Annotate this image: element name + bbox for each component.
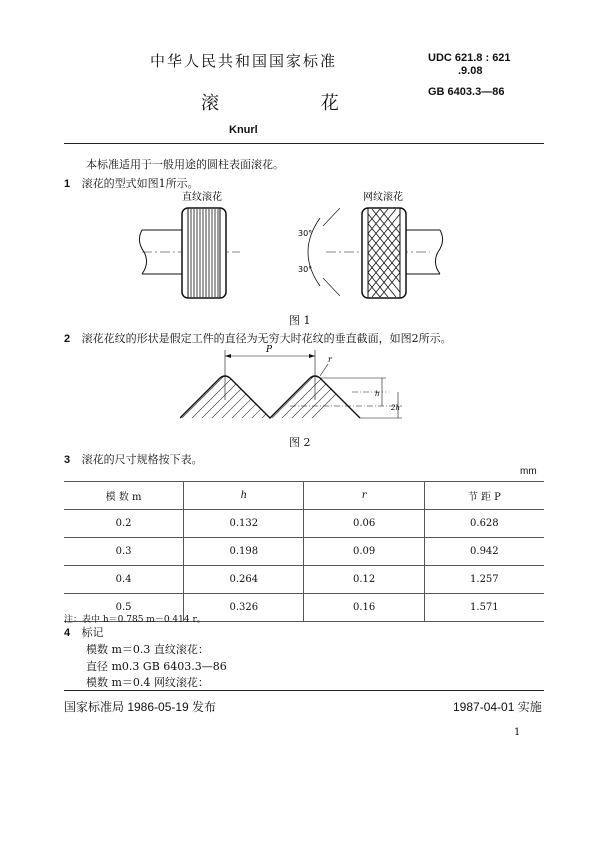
cell-pitch: 0.942 [424,538,544,566]
h-label: h [375,390,380,398]
label-straight-knurl: 直纹滚花 [182,192,222,203]
standard-org-title: 中华人民共和国国家标准 [150,52,338,70]
cell-h: 0.264 [184,566,304,594]
section-1-text: 滚花的型式如图1所示。 [81,177,199,190]
gb-code: GB 6403.3—86 [428,86,505,98]
figure-1-drawing [130,188,470,310]
footer-divider [64,690,544,691]
section-3-text: 滚花的尺寸规格按下表。 [81,453,203,466]
section-2-text: 滚花花纹的形状是假定工件的直径为无穷大时花纹的垂直截面，如图2所示。 [81,332,452,345]
cell-r: 0.09 [304,538,424,566]
pitch-label: P [266,345,273,355]
marking-example-1: 模数 m＝0.3 直纹滚花： [86,643,209,656]
marking-example-3: 模数 m＝0.4 网纹滚花： [86,676,209,689]
cell-pitch: 1.571 [424,594,544,622]
section-1-number: 1 [64,178,71,190]
cell-module: 0.3 [64,538,184,566]
section-4-number: 4 [64,627,71,639]
udc-line-2: .9.08 [458,65,483,77]
table-unit: mm [520,466,537,477]
angle-bottom-label: 30° [298,265,313,274]
english-title: Knurl [229,124,258,136]
cell-r: 0.12 [304,566,424,594]
diamond-knurl-part [298,208,452,298]
header-module: 模 数 m [64,482,184,510]
cell-pitch: 1.257 [424,566,544,594]
figure-2-caption: 图 2 [289,436,311,449]
figure-2-drawing [180,340,430,432]
cell-module: 0.4 [64,566,184,594]
radius-label: r [328,355,332,364]
udc-code [428,52,511,78]
angle-top-label: 30° [298,229,313,238]
page-title: 滚 花 [201,93,387,114]
intro-text: 本标准适用于一般用途的圆柱表面滚花。 [86,158,284,171]
header-pitch: 节 距 P [424,482,544,510]
page-number: 1 [514,727,521,738]
figure-1-caption: 图 1 [289,314,311,327]
issue-date: 国家标准局 1986-05-19 发布 [64,700,217,714]
table-row [64,566,544,594]
table-header-row [64,482,544,510]
effective-date: 1987-04-01 实施 [453,700,542,714]
header-h: h [184,482,304,510]
cell-module: 0.5 [64,594,184,622]
cell-r: 0.06 [304,510,424,538]
knurl-size-table [64,481,544,622]
header-r: r [304,482,424,510]
label-diamond-knurl: 网纹滚花 [363,192,403,203]
straight-knurl-part [139,208,240,298]
cell-r: 0.16 [304,594,424,622]
cell-h: 0.132 [184,510,304,538]
section-3 [64,451,203,467]
udc-line-1: UDC 621.8 : 621 [428,52,511,64]
cell-pitch: 0.628 [424,510,544,538]
section-4 [64,624,104,640]
cell-h: 0.198 [184,538,304,566]
cell-module: 0.2 [64,510,184,538]
cell-h: 0.326 [184,594,304,622]
table-note: 注：表中 h＝0.785 m－0.414 r。 [64,615,206,625]
table-row [64,510,544,538]
marking-example-2: 直径 m0.3 GB 6403.3—86 [86,660,227,673]
section-4-title: 标记 [81,626,104,639]
section-3-number: 3 [64,454,71,466]
section-2-number: 2 [64,333,71,345]
header-divider [64,143,544,144]
2h-label: 2h [391,404,400,412]
table-row [64,538,544,566]
